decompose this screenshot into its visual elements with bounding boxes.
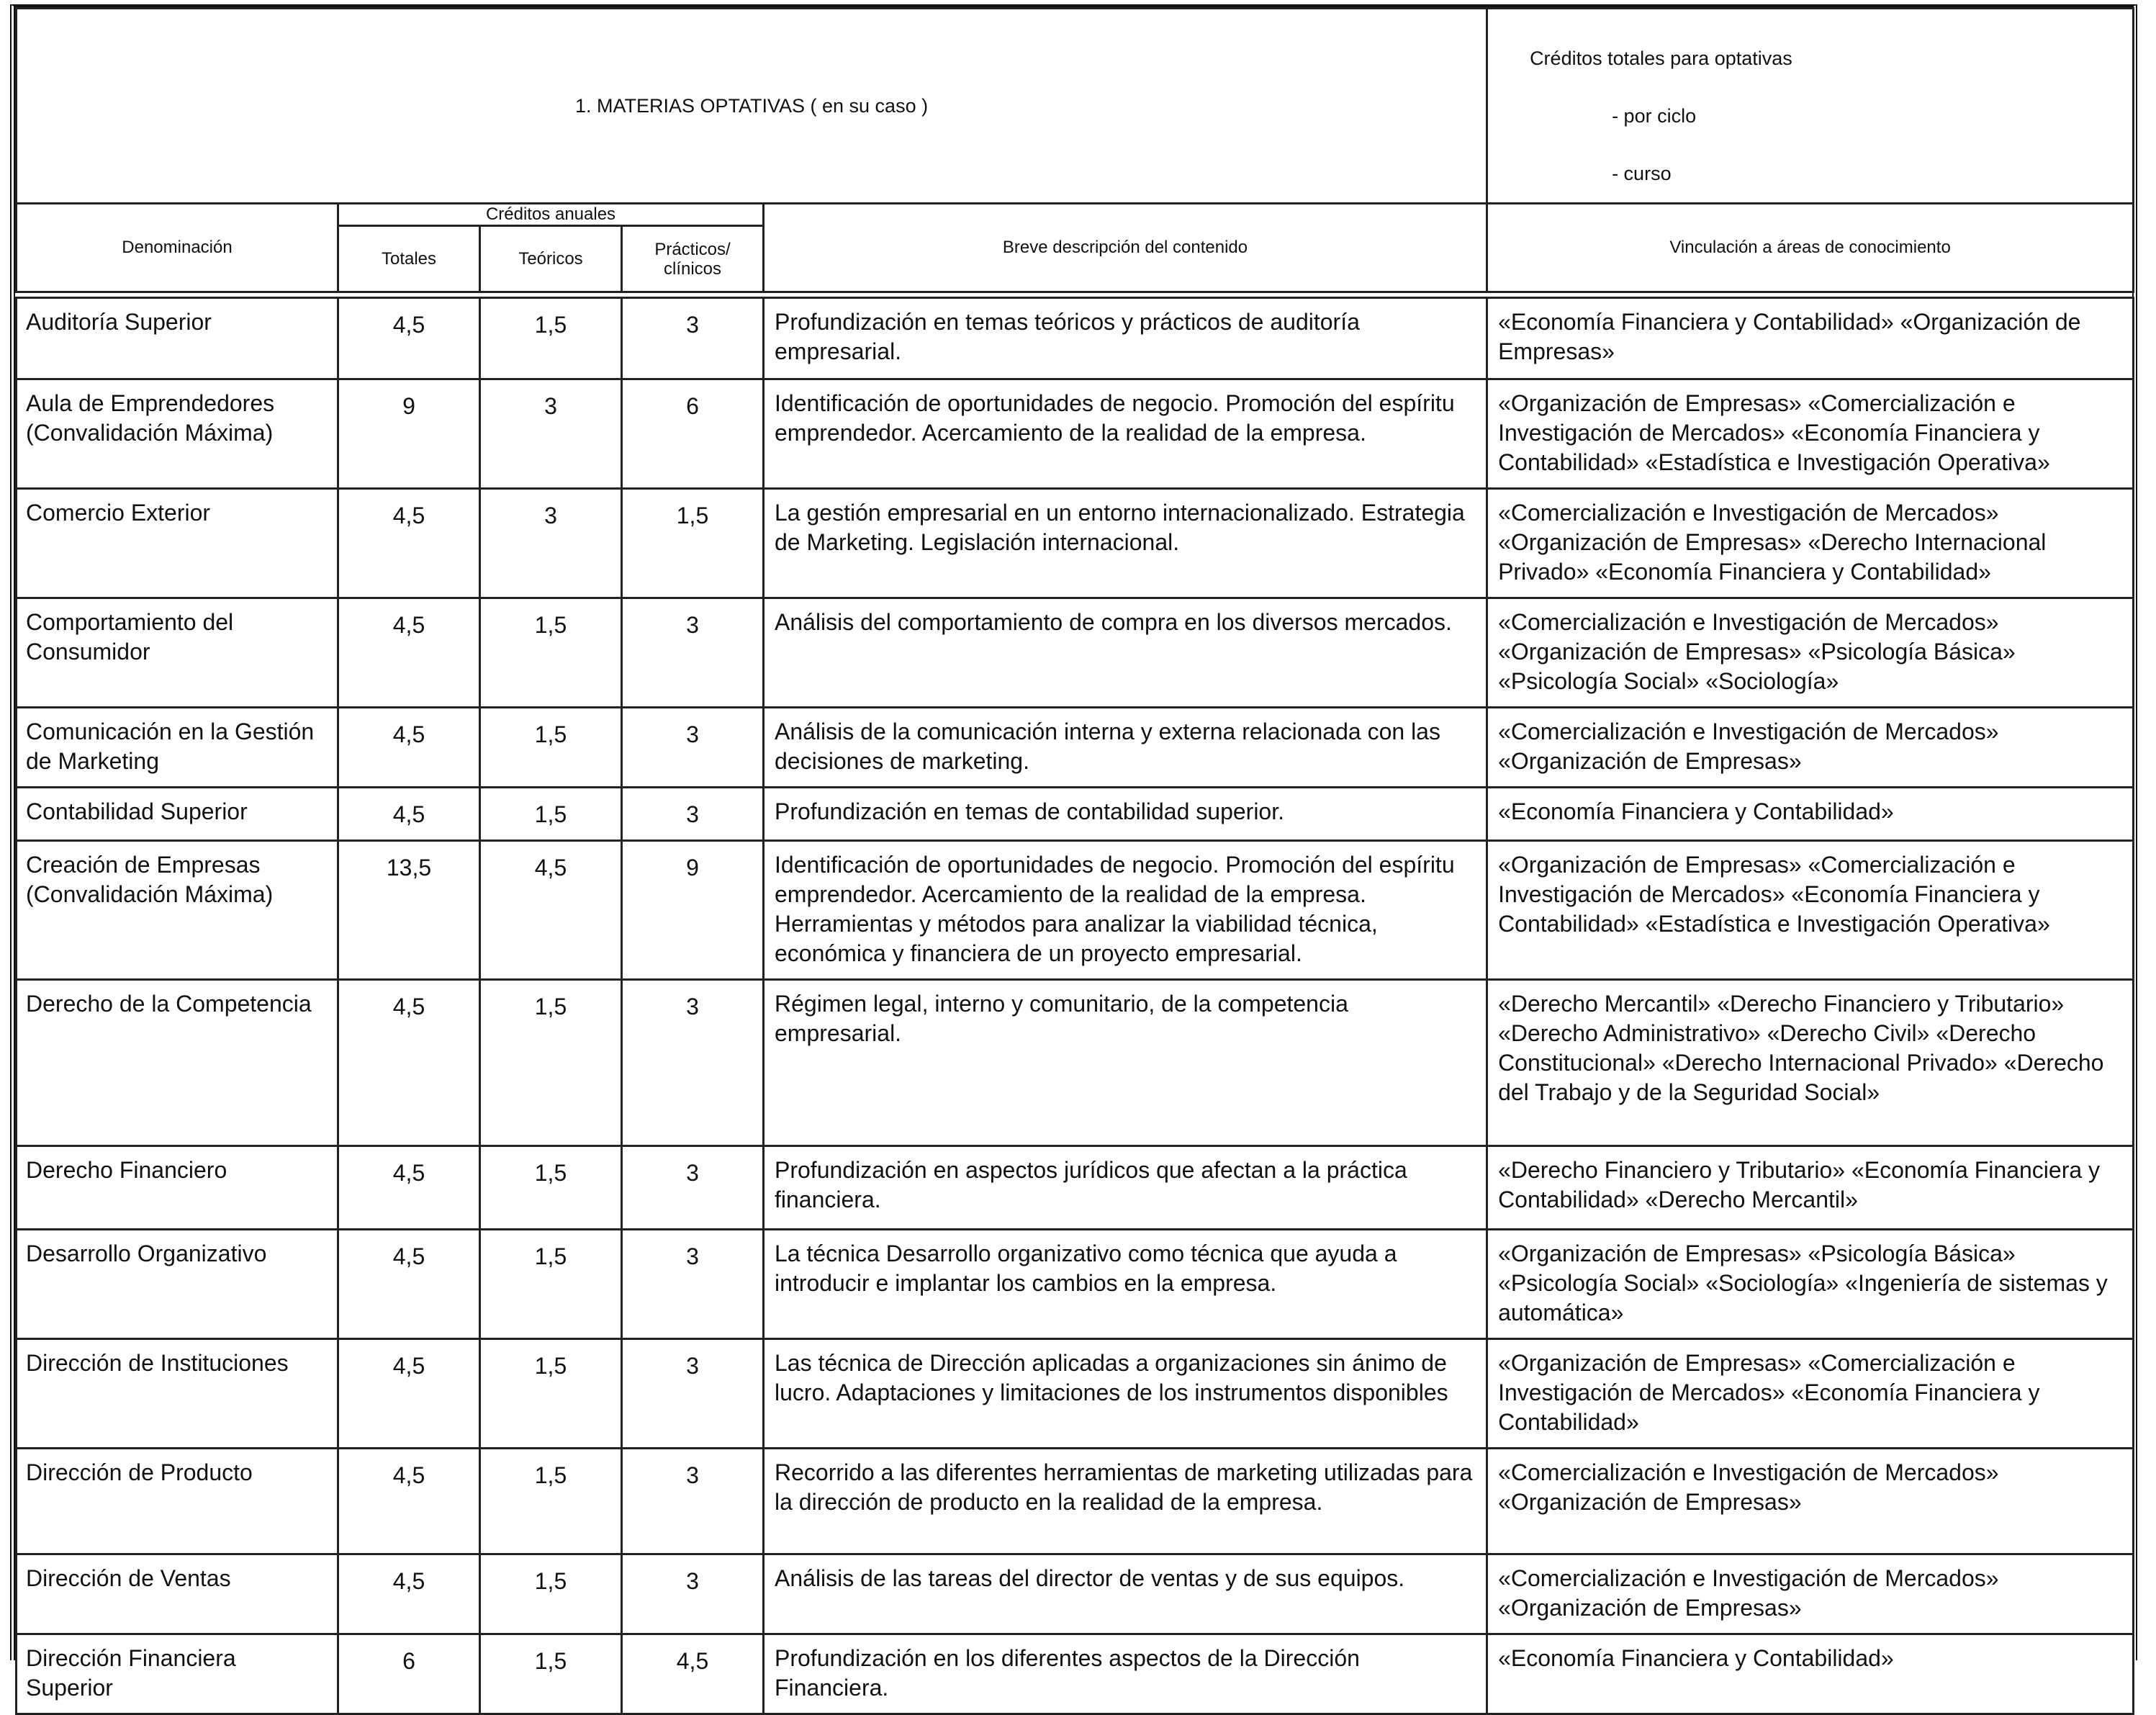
col-totales: Totales [338, 226, 480, 292]
row-practicos: 9 [622, 841, 764, 980]
document-page [10, 4, 2137, 1701]
row-totales: 4,5 [338, 1554, 480, 1634]
row-areas: «Economía Financiera y Contabilidad» [1487, 1634, 2134, 1714]
table-row [17, 598, 2134, 708]
row-teoricos: 1,5 [480, 1339, 622, 1449]
row-areas: «Economía Financiera y Contabilidad» «Organización de Empresas» [1487, 298, 2134, 379]
row-teoricos: 1,5 [480, 1230, 622, 1339]
row-teoricos: 4,5 [480, 841, 622, 980]
row-totales: 4,5 [338, 980, 480, 1146]
row-practicos: 3 [622, 1146, 764, 1230]
row-totales: 9 [338, 379, 480, 489]
row-teoricos: 3 [480, 489, 622, 598]
row-teoricos: 1,5 [480, 598, 622, 708]
row-totales: 4,5 [338, 598, 480, 708]
col-practicos: Prácticos/ clínicos [622, 226, 764, 292]
col-vinculacion: Vinculación a áreas de conocimiento [1487, 204, 2134, 292]
row-name: Creación de Empresas (Convalidación Máxima) [17, 841, 338, 980]
header-separator [17, 292, 2134, 298]
row-areas: «Comercialización e Investigación de Mercados» «Organización de Empresas» [1487, 708, 2134, 788]
table-row [17, 1339, 2134, 1449]
col-descripcion: Breve descripción del contenido [764, 204, 1487, 292]
table-row [17, 1554, 2134, 1634]
row-teoricos: 1,5 [480, 298, 622, 379]
table-row [17, 1230, 2134, 1339]
row-areas: «Derecho Financiero y Tributario» «Economía Financiera y Contabilidad» «Derecho Mercantil» [1487, 1146, 2134, 1230]
row-name: Dirección de Producto [17, 1449, 338, 1554]
row-teoricos: 1,5 [480, 1146, 622, 1230]
row-descripcion: Las técnica de Dirección aplicadas a organizaciones sin ánimo de lucro. Adaptaciones y limitaciones de los instrumentos disponibles [764, 1339, 1487, 1449]
row-descripcion: Análisis de las tareas del director de ventas y de sus equipos. [764, 1554, 1487, 1634]
row-name: Dirección de Instituciones [17, 1339, 338, 1449]
credits-info [1487, 9, 2134, 204]
row-teoricos: 1,5 [480, 1554, 622, 1634]
row-totales: 6 [338, 1634, 480, 1714]
title-row [17, 9, 2134, 204]
row-totales: 13,5 [338, 841, 480, 980]
row-practicos: 3 [622, 1339, 764, 1449]
row-areas: «Comercialización e Investigación de Mercados» «Organización de Empresas» [1487, 1449, 2134, 1554]
row-practicos: 1,5 [622, 489, 764, 598]
header-row-1 [17, 204, 2134, 226]
row-areas: «Economía Financiera y Contabilidad» [1487, 788, 2134, 841]
row-name: Comunicación en la Gestión de Marketing [17, 708, 338, 788]
col-teoricos: Teóricos [480, 226, 622, 292]
row-practicos: 3 [622, 598, 764, 708]
row-descripcion: Profundización en temas de contabilidad superior. [764, 788, 1487, 841]
row-practicos: 3 [622, 1230, 764, 1339]
row-totales: 4,5 [338, 1339, 480, 1449]
row-name: Dirección Financiera Superior [17, 1634, 338, 1714]
credits-label: Créditos totales para optativas [1530, 48, 1792, 69]
row-descripcion: Análisis del comportamiento de compra en los diversos mercados. [764, 598, 1487, 708]
table-row [17, 788, 2134, 841]
row-name: Desarrollo Organizativo [17, 1230, 338, 1339]
row-areas: «Organización de Empresas» «Comercialización e Investigación de Mercados» «Economía Financiera y Contabilidad» «Estadística e Investigación Operativa» [1487, 379, 2134, 489]
row-descripcion: Profundización en los diferentes aspectos de la Dirección Financiera. [764, 1634, 1487, 1714]
row-areas: «Organización de Empresas» «Comercialización e Investigación de Mercados» «Economía Financiera y Contabilidad» [1487, 1339, 2134, 1449]
row-totales: 4,5 [338, 1449, 480, 1554]
col-creditos-anuales: Créditos anuales [338, 204, 764, 226]
row-name: Dirección de Ventas [17, 1554, 338, 1634]
row-practicos: 3 [622, 298, 764, 379]
row-name: Auditoría Superior [17, 298, 338, 379]
row-totales: 4,5 [338, 1230, 480, 1339]
col-denominacion: Denominación [17, 204, 338, 292]
row-practicos: 3 [622, 788, 764, 841]
row-name: Aula de Emprendedores (Convalidación Máxima) [17, 379, 338, 489]
row-name: Derecho Financiero [17, 1146, 338, 1230]
table-row [17, 1146, 2134, 1230]
row-teoricos: 1,5 [480, 788, 622, 841]
row-totales: 4,5 [338, 489, 480, 598]
row-practicos: 4,5 [622, 1634, 764, 1714]
row-totales: 4,5 [338, 788, 480, 841]
row-name: Derecho de la Competencia [17, 980, 338, 1146]
row-practicos: 3 [622, 980, 764, 1146]
table-row [17, 980, 2134, 1146]
row-teoricos: 3 [480, 379, 622, 489]
row-teoricos: 1,5 [480, 1634, 622, 1714]
row-teoricos: 1,5 [480, 980, 622, 1146]
row-totales: 4,5 [338, 1146, 480, 1230]
row-areas: «Organización de Empresas» «Psicología Básica» «Psicología Social» «Sociología» «Ingeniería de sistemas y automática» [1487, 1230, 2134, 1339]
row-practicos: 6 [622, 379, 764, 489]
row-descripcion: Identificación de oportunidades de negocio. Promoción del espíritu emprendedor. Acercamiento de la realidad de la empresa. Herramientas y métodos para analizar la viabilidad técnica, económica y financiera de un proyecto empresarial. [764, 841, 1487, 980]
table-row [17, 298, 2134, 379]
row-areas: «Comercialización e Investigación de Mercados» «Organización de Empresas» «Derecho Internacional Privado» «Economía Financiera y Contabilidad» [1487, 489, 2134, 598]
row-descripcion: Análisis de la comunicación interna y externa relacionada con las decisiones de marketing. [764, 708, 1487, 788]
per-cycle-label: - por ciclo [1612, 105, 1697, 127]
row-name: Comercio Exterior [17, 489, 338, 598]
table-row [17, 379, 2134, 489]
section-title: 1. MATERIAS OPTATIVAS ( en su caso ) [17, 9, 1487, 204]
row-areas: «Derecho Mercantil» «Derecho Financiero y Tributario» «Derecho Administrativo» «Derecho Civil» «Derecho Constitucional» «Derecho Internacional Privado» «Derecho del Trabajo y de la Seguridad Social» [1487, 980, 2134, 1146]
optativas-table [15, 7, 2134, 1715]
row-totales: 4,5 [338, 708, 480, 788]
row-name: Comportamiento del Consumidor [17, 598, 338, 708]
table-row [17, 1449, 2134, 1554]
row-teoricos: 1,5 [480, 708, 622, 788]
row-descripcion: Régimen legal, interno y comunitario, de la competencia empresarial. [764, 980, 1487, 1146]
table-row [17, 489, 2134, 598]
row-name: Contabilidad Superior [17, 788, 338, 841]
table-row [17, 841, 2134, 980]
per-course-label: - curso [1612, 163, 1672, 184]
table-row [17, 708, 2134, 788]
row-teoricos: 1,5 [480, 1449, 622, 1554]
row-practicos: 3 [622, 1554, 764, 1634]
row-areas: «Organización de Empresas» «Comercialización e Investigación de Mercados» «Economía Financiera y Contabilidad» «Estadística e Investigación Operativa» [1487, 841, 2134, 980]
row-practicos: 3 [622, 1449, 764, 1554]
row-descripcion: La técnica Desarrollo organizativo como técnica que ayuda a introducir e implantar los cambios en la empresa. [764, 1230, 1487, 1339]
row-practicos: 3 [622, 708, 764, 788]
table-row [17, 1634, 2134, 1714]
row-totales: 4,5 [338, 298, 480, 379]
row-areas: «Comercialización e Investigación de Mercados» «Organización de Empresas» «Psicología Básica» «Psicología Social» «Sociología» [1487, 598, 2134, 708]
row-descripcion: Identificación de oportunidades de negocio. Promoción del espíritu emprendedor. Acercamiento de la realidad de la empresa. [764, 379, 1487, 489]
row-descripcion: Profundización en temas teóricos y prácticos de auditoría empresarial. [764, 298, 1487, 379]
row-descripcion: La gestión empresarial en un entorno internacionalizado. Estrategia de Marketing. Legislación internacional. [764, 489, 1487, 598]
row-areas: «Comercialización e Investigación de Mercados» «Organización de Empresas» [1487, 1554, 2134, 1634]
row-descripcion: Profundización en aspectos jurídicos que afectan a la práctica financiera. [764, 1146, 1487, 1230]
row-descripcion: Recorrido a las diferentes herramientas de marketing utilizadas para la dirección de producto en la realidad de la empresa. [764, 1449, 1487, 1554]
